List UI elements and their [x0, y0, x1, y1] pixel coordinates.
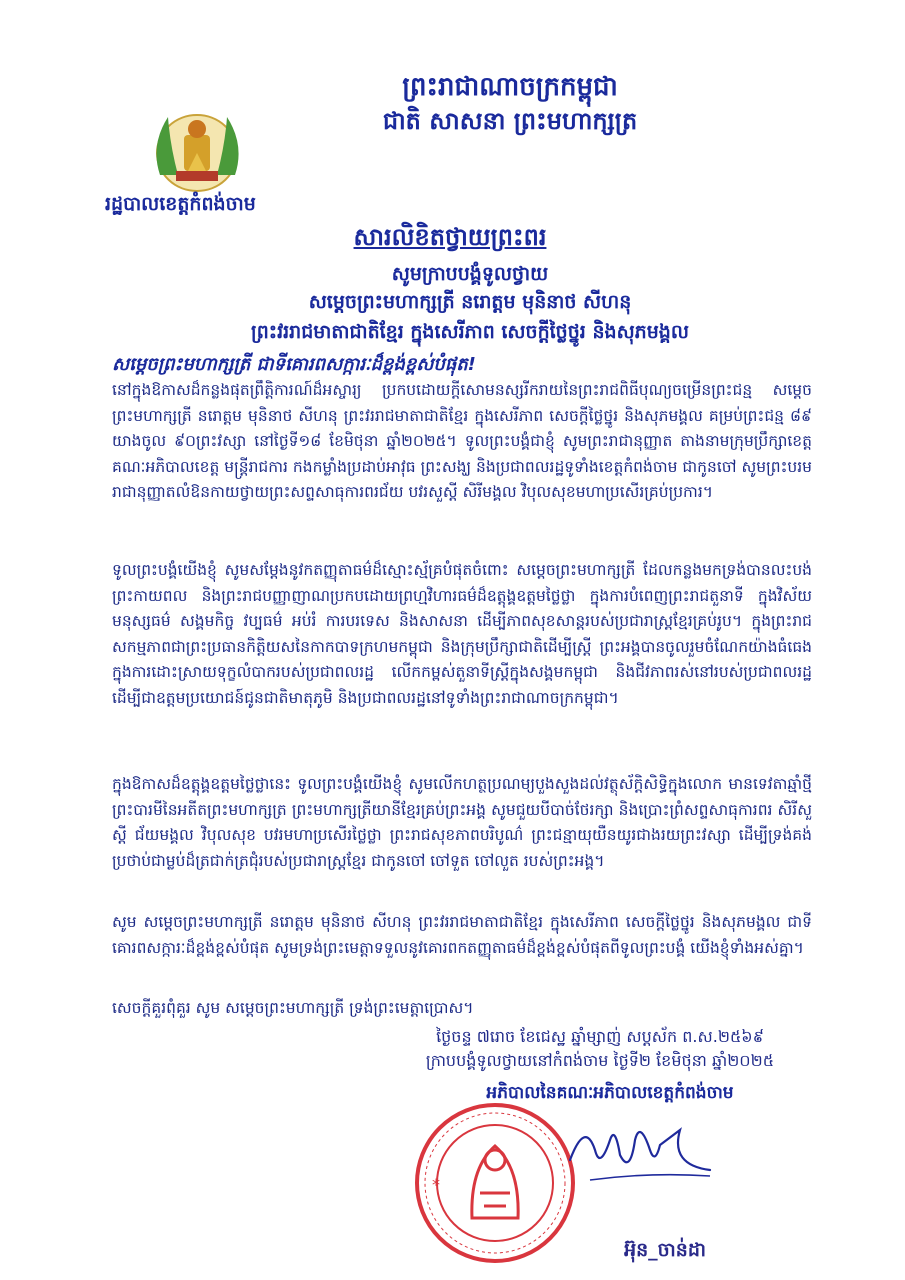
national-motto: ជាតិ សាសនា ព្រះមហាក្សត្រ: [382, 107, 638, 135]
signer-name: អ៊ុន_ចាន់ដា: [624, 1239, 706, 1261]
document-title: សារលិខិតថ្វាយព្រះពរ: [353, 223, 547, 251]
lunar-date: ថ្ងៃចន្ទ ៧រោច ខែជេស្ឋ ឆ្នាំម្សាញ់ សប្តស័ក ព.ស.២៥៦៩: [436, 1027, 764, 1046]
signer-title: អភិបាលនៃគណៈអភិបាលខេត្តកំពង់ចាម: [486, 1083, 734, 1103]
provincial-emblem-icon: [140, 105, 255, 193]
paragraph-2: ទូលព្រះបង្គំយើងខ្ញុំ សូមសម្តែងនូវកតញ្ញុតាធម៌ដ៏ស្មោះស្ម័គ្របំផុតចំពោះ សម្តេចព្រះមហាក្សត្រី ដែលកន្លងមកទ្រង់បានលះបង់ ព្រះកាយពល និងព្រះរាជបញ្ញាញាណប្រកបដោយព្រហ្មវិហារធម៌ដ៏ឧត្តុង្គឧត្តមថ្លៃថ្លា ក្នុងការបំពេញព្រះរាជតួនាទី ក្នុងវិស័យមនុស្សធម៌ សង្គមកិច្ច វប្បធម៌ អប់រំ ការបរទេស និងសាសនា ដើម្បីភាពសុខសាន្តរបស់ប្រជារាស្ត្រខ្មែរគ្រប់រូប។ ក្នុងព្រះរាជសកម្មភាពជាព្រះប្រធានកិត្តិយសនៃកាកបាទក្រហមកម្ពុជា និងក្រុមប្រឹក្សាជាតិដើម្បីស្ត្រី ព្រះអង្គបានចូលរួមចំណែកយ៉ាងធំធេងក្នុងការដោះស្រាយទុក្ខលំបាករបស់ប្រជាពលរដ្ឋ លើកកម្ពស់តួនាទីស្ត្រីក្នុងសង្គមកម្ពុជា និងជីវភាពរស់នៅរបស់ប្រជាពលរដ្ឋ ដើម្បីជាឧត្តមប្រយោជន៍ជូនជាតិមាតុភូមិ និងប្រជាពលរដ្ឋនៅទូទាំងព្រះរាជាណាចក្រកម្ពុជា។: [112, 561, 812, 707]
province-name: រដ្ឋបាលខេត្តកំពង់ចាម: [105, 193, 256, 215]
kingdom-heading: ព្រះរាជាណាចក្រកម្ពុជា: [402, 72, 618, 102]
official-seal-icon: [410, 1098, 580, 1268]
paragraph-5: សេចក្តីគួរពុំគួរ សូម សម្តេចព្រះមហាក្សត្រី ទ្រង់ព្រះមេត្តាប្រោស។: [112, 999, 474, 1017]
salutation: សម្តេចព្រះមហាក្សត្រី ជាទីគោរពសក្ការៈដ៏ខ្ពង់ខ្ពស់បំផុត!: [112, 354, 476, 375]
paragraph-3: ក្នុងឱកាសដ៏ឧត្តុង្គឧត្តមថ្លៃថ្លានេះ ទូលព្រះបង្គំយើងខ្ញុំ សូមលើកហត្ថប្រណម្យបួងសួងដល់វត្ថុស័ក្តិសិទ្ធិក្នុងលោក មានទេវតាឆ្មាំថ្មី ព្រះបារមីនៃអតីតព្រះមហាក្សត្រ ព្រះមហាក្សត្រីយានីខ្មែរគ្រប់ព្រះអង្គ សូមជួយបីបាច់ថែរក្សា និងប្រោះព្រំសព្ទសាធុការពរ សិរីសួស្តី ជ័យមង្គល វិបុលសុខ បវរមហាប្រសើរថ្លៃថ្លា ព្រះរាជសុខភាពបរិបូណ៌ ព្រះជន្មាយុយឺនយូរជាងរយព្រះវស្សា ដើម្បីទ្រង់គង់ប្រថាប់ជាម្លប់ដ៏ត្រជាក់ត្រជុំរបស់ប្រជារាស្ត្រខ្មែរ ជាកូនចៅ ចៅទួត ចៅលួត របស់ព្រះអង្គ។: [112, 775, 812, 870]
paragraph-4: សូម សម្តេចព្រះមហាក្សត្រី នរោត្តម មុនិនាថ សីហនុ ព្រះវររាជមាតាជាតិខ្មែរ ក្នុងសេរីភាព សេចក្តីថ្លៃថ្នូរ និងសុភមង្គល ជាទីគោរពសក្ការៈដ៏ខ្ពង់ខ្ពស់បំផុត សូមទ្រង់ព្រះមេត្តាទទួលនូវគោរពកតញ្ញុតាធម៌ដ៏ខ្ពង់ខ្ពស់បំផុតពីទូលព្រះបង្គំ យើងខ្ញុំទាំងអស់គ្នា។: [112, 913, 812, 957]
paragraph-1: នៅក្នុងឱកាសដ៏កន្លងផុតព្រឹត្តិការណ៍ដ៏អស្ចារ្យ ប្រកបដោយក្តីសោមនស្សរីករាយនៃព្រះរាជពិធីបុណ្យចម្រើនព្រះជន្ម សម្តេចព្រះមហាក្សត្រី នរោត្តម មុនិនាថ សីហនុ ព្រះវររាជមាតាជាតិខ្មែរ ក្នុងសេរីភាព សេចក្តីថ្លៃថ្នូរ និងសុភមង្គល គម្រប់ព្រះជន្ម ៨៩ យាងចូល ៩០ព្រះវស្សា នៅថ្ងៃទី១៨ ខែមិថុនា ឆ្នាំ២០២៥។ ទូលព្រះបង្គំជាខ្ញុំ សូមព្រះរាជានុញ្ញាត តាងនាមក្រុមប្រឹក្សាខេត្ត គណៈអភិបាលខេត្ត មន្ត្រីរាជការ កងកម្លាំងប្រដាប់អាវុធ ព្រះសង្ឃ និងប្រជាពលរដ្ឋទូទាំងខេត្តកំពង់ចាម ជាកូនចៅ សូមព្រះបរមរាជានុញ្ញាតលំឱនកាយថ្វាយព្រះសព្ទសាធុការពរជ័យ បវរសួស្តី សិរីមង្គល វិបុលសុខមហាប្រសើរគ្រប់ប្រការ។: [112, 381, 812, 501]
svg-text:*: *: [432, 1175, 440, 1194]
honorific-line-1: សូមក្រាបបង្គំទូលថ្វាយ: [391, 263, 549, 285]
solar-date: ក្រាបបង្គំទូលថ្វាយនៅកំពង់ចាម ថ្ងៃទី២ ខែមិថុនា ឆ្នាំ២០២៥: [425, 1051, 775, 1070]
handwritten-signature-icon: [560, 1110, 720, 1190]
honorific-line-2: សម្តេចព្រះមហាក្សត្រី នរោត្តម មុនិនាថ សីហនុ: [308, 291, 632, 313]
honorific-line-3: ព្រះវររាជមាតាជាតិខ្មែរ ក្នុងសេរីភាព សេចក្តីថ្លៃថ្នូរ និងសុភមង្គល: [251, 321, 689, 343]
